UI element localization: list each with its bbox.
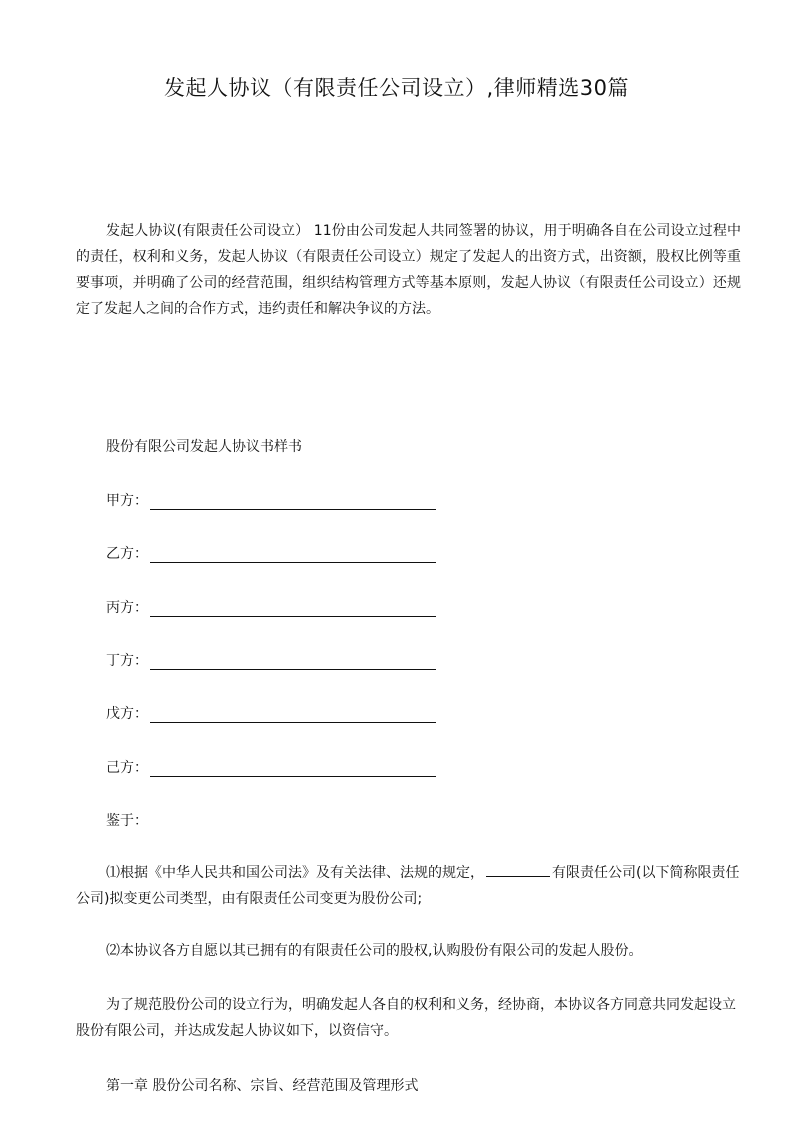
party-label: 丙方： <box>106 600 148 616</box>
party-label: 戊方： <box>106 706 148 722</box>
party-line <box>106 490 436 510</box>
party-line <box>106 543 436 563</box>
chapter-1-heading: 第一章 股份公司名称、宗旨、经营范围及管理形式 <box>106 1078 419 1094</box>
party-label: 己方： <box>106 760 148 776</box>
recital-1-text-a: ⑴根据《中华人民共和国公司法》及有关法律、法规的规定， <box>106 865 484 881</box>
company-name-blank <box>486 864 550 877</box>
party-blank <box>150 602 436 617</box>
recital-2: ⑵本协议各方自愿以其已拥有的有限责任公司的股权,认购股份有限公司的发起人股份。 <box>106 943 643 959</box>
whereas-label: 鉴于： <box>106 813 148 829</box>
party-blank <box>150 762 436 777</box>
document-title: 发起人协议（有限责任公司设立）,律师精选30篇 <box>164 76 629 100</box>
party-line <box>106 650 436 670</box>
sample-heading: 股份有限公司发起人协议书样书 <box>106 439 302 455</box>
recital-1 <box>76 860 741 912</box>
party-line <box>106 757 436 777</box>
party-line <box>106 703 436 723</box>
party-label: 甲方： <box>106 493 148 509</box>
party-label: 乙方： <box>106 546 148 562</box>
party-label: 丁方： <box>106 653 148 669</box>
purpose-paragraph: 为了规范股份公司的设立行为，明确发起人各自的权利和义务，经协商，本协议各方同意共同发起设立股份有限公司，并达成发起人协议如下，以资信守。 <box>76 997 736 1039</box>
party-blank <box>150 495 436 510</box>
party-blank <box>150 548 436 563</box>
recital-1-text-b: 有限责任公司(以下简称限责任公司)拟变更公司类型，由有限责任公司变更为股份公司; <box>76 865 740 907</box>
intro-paragraph: 发起人协议(有限责任公司设立） 11份由公司发起人共同签署的协议，用于明确各自在公司设立过程中的责任，权利和义务，发起人协议（有限责任公司设立）规定了发起人的出资方式，出资额，股权比例等重要事项，并明确了公司的经营范围，组织结构管理方式等基本原则，发起人协议（有限责任公司设立）还规定了发起人之间的合作方式，违约责任和解决争议的方法。 <box>76 223 741 317</box>
party-line <box>106 597 436 617</box>
party-blank <box>150 708 436 723</box>
party-blank <box>150 655 436 670</box>
